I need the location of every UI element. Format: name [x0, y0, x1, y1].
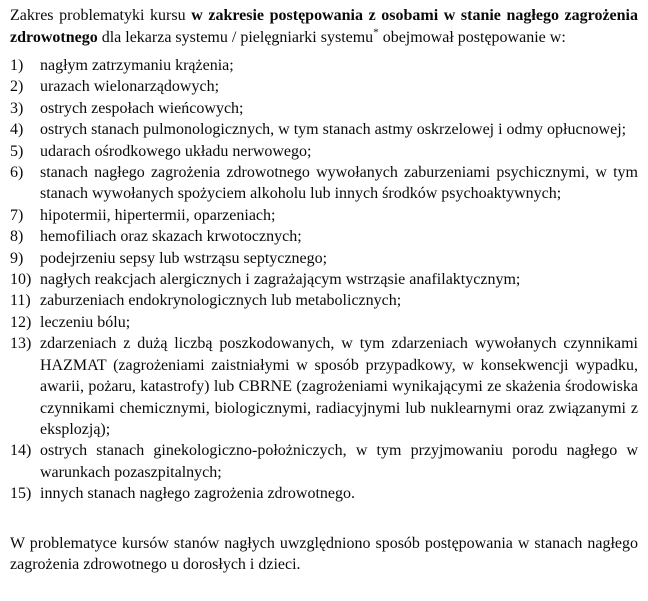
list-item-number: 11) [10, 292, 31, 310]
list-item-text: innych stanach nagłego zagrożenia zdrowotnego. [40, 485, 355, 503]
list-item [10, 269, 638, 290]
list-item [10, 333, 638, 440]
list-item [10, 483, 638, 504]
list-item-number: 2) [10, 78, 24, 96]
list-item-text: udarach ośrodkowego układu nerwowego; [40, 142, 312, 160]
list-item-text: urazach wielonarządowych; [40, 78, 220, 96]
list-item [10, 98, 638, 119]
list-item-text: ostrych zespołach wieńcowych; [40, 99, 244, 117]
list-item [10, 290, 638, 311]
list-item-number: 6) [10, 164, 24, 182]
list-item-text: zaburzeniach endokrynologicznych lub metabolicznych; [40, 292, 402, 310]
list-item-number: 13) [10, 335, 32, 353]
list-item-text: podejrzeniu sepsy lub wstrząsu septycznego; [40, 249, 328, 267]
list-item-text: zdarzeniach z dużą liczbą poszkodowanych, w tym zdarzeniach wywołanych czynnikami HAZMAT (zagrożeniami zaistniałymi w sposób przypadkowy, w konsekwencji wypadku, awarii, pożaru, katastrofy) lub CBRNE (zagrożeniami wynikającymi ze skażenia środowiska czynnikami chemicznymi, biologicznymi, radiacyjnymi lub nuklearnymi oraz związanymi z eksplozją); [40, 335, 638, 438]
list-item-text: leczeniu bólu; [40, 313, 131, 331]
list-item [10, 162, 638, 205]
footnote-asterisk: * [373, 26, 379, 39]
list-item [10, 440, 638, 483]
list-item-text: hipotermii, hipertermii, oparzeniach; [40, 206, 276, 224]
list-item-text: ostrych stanach ginekologiczno-położniczych, w tym przyjmowaniu porodu nagłego w warunkach pozaszpitalnych; [40, 442, 638, 481]
intro-text-start: Zakres problematyki kursu [10, 7, 192, 24]
intro-text-middle: dla lekarza systemu / pielęgniarki systemu [97, 28, 374, 46]
list-item-text: nagłych reakcjach alergicznych i zagrażającym wstrząsie anafilaktycznym; [40, 271, 521, 289]
closing-paragraph: W problematyce kursów stanów nagłych uwzględniono sposób postępowania w stanach nagłego zagrożenia zdrowotnego u dorosłych i dzieci. [10, 534, 638, 574]
list-item-number: 8) [10, 228, 24, 246]
list-item-number: 12) [10, 313, 32, 331]
intro-paragraph [10, 5, 638, 48]
list-item [10, 205, 638, 226]
intro-bold-phrase: w zakresie postępowania z osobami w stanie nagłego zagrożenia zdrowotnego [10, 7, 638, 46]
intro-text-end: obejmował postępowanie w: [378, 28, 566, 46]
list-item-number: 5) [10, 142, 24, 160]
list-item-number: 1) [10, 57, 24, 74]
list-item [10, 76, 638, 97]
list-item-number: 3) [10, 99, 24, 117]
list-item-number: 4) [10, 121, 24, 139]
list-item-number: 14) [10, 442, 32, 460]
list-item-text: stanach nagłego zagrożenia zdrowotnego wywołanych zaburzeniami psychicznymi, w tym stanach wywołanych spożyciem alkoholu lub innych środków psychoaktywnych; [40, 164, 638, 203]
list-item-number: 7) [10, 206, 24, 224]
list-item [10, 55, 638, 76]
list-item [10, 119, 638, 140]
list-item [10, 248, 638, 269]
list-item [10, 226, 638, 247]
list-item [10, 312, 638, 333]
list-item-number: 15) [10, 485, 32, 503]
list-item-number: 10) [10, 271, 32, 289]
list-item [10, 141, 638, 162]
course-topic-list [10, 55, 638, 505]
list-item-number: 9) [10, 249, 24, 267]
list-item-text: ostrych stanach pulmonologicznych, w tym stanach astmy oskrzelowej i odmy opłucnowej; [40, 121, 627, 139]
list-item-text: nagłym zatrzymaniu krążenia; [40, 57, 234, 74]
list-item-text: hemofiliach oraz skazach krwotocznych; [40, 228, 302, 246]
